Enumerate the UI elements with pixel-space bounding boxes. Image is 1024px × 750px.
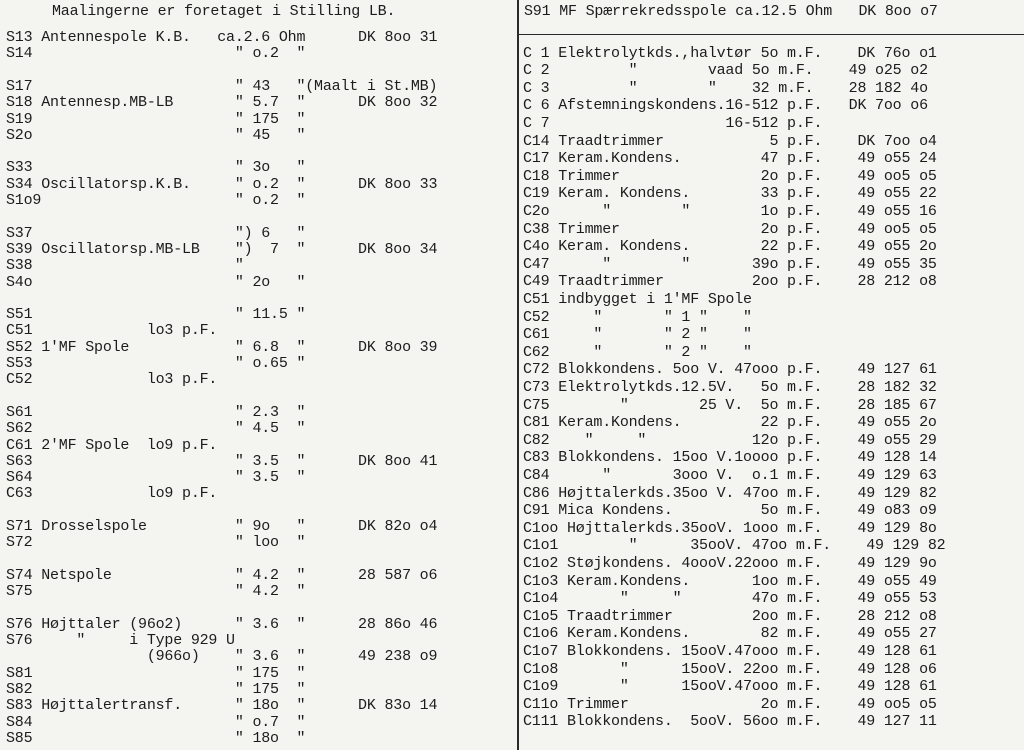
right-row: C1o4 " " 47o m.F. 49 o55 53: [523, 590, 937, 607]
right-row: C 3 " " 32 m.F. 28 182 4o: [523, 80, 928, 97]
right-row: C1o5 Traadtrimmer 2oo m.F. 28 212 o8: [523, 608, 937, 625]
left-row: S76 " i Type 929 U: [6, 632, 235, 649]
right-row: C49 Traadtrimmer 2oo p.F. 28 212 o8: [523, 273, 937, 290]
left-header: Maalingerne er foretaget i Stilling LB.: [52, 3, 396, 20]
left-row: S76 Højttaler (96o2) " 3.6 " 28 86o 46: [6, 616, 438, 633]
left-row: S75 " 4.2 ": [6, 583, 306, 600]
right-row: C81 Keram.Kondens. 22 p.F. 49 o55 2o: [523, 414, 937, 431]
right-row: C1o2 Støjkondens. 4oooV.22ooo m.F. 49 129 9o: [523, 555, 937, 572]
right-row: C111 Blokkondens. 5ooV. 56oo m.F. 49 127 11: [523, 713, 937, 730]
right-row: C38 Trimmer 2o p.F. 49 oo5 o5: [523, 221, 937, 238]
left-row: S19 " 175 ": [6, 111, 306, 128]
right-row: C18 Trimmer 2o p.F. 49 oo5 o5: [523, 168, 937, 185]
right-row: C19 Keram. Kondens. 33 p.F. 49 o55 22: [523, 185, 937, 202]
right-row: C4o Keram. Kondens. 22 p.F. 49 o55 2o: [523, 238, 937, 255]
right-row: C72 Blokkondens. 5oo V. 47ooo p.F. 49 127 61: [523, 361, 937, 378]
left-row: C61 2'MF Spole lo9 p.F.: [6, 437, 218, 454]
right-row: C 2 " vaad 5o m.F. 49 o25 o2: [523, 62, 928, 79]
left-row: S33 " 3o ": [6, 159, 306, 176]
right-row: C17 Keram.Kondens. 47 p.F. 49 o55 24: [523, 150, 937, 167]
left-row: S63 " 3.5 " DK 8oo 41: [6, 453, 438, 470]
left-row: S17 " 43 "(Maalt i St.MB): [6, 78, 438, 95]
left-row: C52 lo3 p.F.: [6, 371, 218, 388]
left-row: C51 lo3 p.F.: [6, 322, 218, 339]
left-row: S18 Antennesp.MB-LB " 5.7 " DK 8oo 32: [6, 94, 438, 111]
left-row: S62 " 4.5 ": [6, 420, 306, 437]
right-row: C73 Elektrolytkds.12.5V. 5o m.F. 28 182 32: [523, 379, 937, 396]
right-row: C 7 16-512 p.F.: [523, 115, 823, 132]
right-row: C1oo Højttalerkds.35ooV. 1ooo m.F. 49 129 8o: [523, 520, 937, 537]
right-row: C62 " " 2 " ": [523, 344, 752, 361]
left-row: S82 " 175 ": [6, 681, 306, 698]
right-row: C1o3 Keram.Kondens. 1oo m.F. 49 o55 49: [523, 573, 937, 590]
right-row: C 6 Afstemningskondens.16-512 p.F. DK 7oo o6: [523, 97, 928, 114]
left-row: S52 1'MF Spole " 6.8 " DK 8oo 39: [6, 339, 438, 356]
right-row: C86 Højttalerkds.35oo V. 47oo m.F. 49 129 82: [523, 485, 937, 502]
left-row: (966o) " 3.6 " 49 238 o9: [6, 648, 438, 665]
left-row: S39 Oscillatorsp.MB-LB ") 7 " DK 8oo 34: [6, 241, 438, 258]
left-row: S37 ") 6 ": [6, 225, 306, 242]
left-row: S51 " 11.5 ": [6, 306, 306, 323]
left-row: S2o " 45 ": [6, 127, 306, 144]
left-row: S1o9 " o.2 ": [6, 192, 306, 209]
right-row: C51 indbygget i 1'MF Spole: [523, 291, 752, 308]
left-row: S83 Højttalertransf. " 18o " DK 83o 14: [6, 697, 438, 714]
right-row: C61 " " 2 " ": [523, 326, 752, 343]
right-row: C47 " " 39o p.F. 49 o55 35: [523, 256, 937, 273]
left-row: S38 ": [6, 257, 244, 274]
left-row: S72 " loo ": [6, 534, 306, 551]
left-row: S61 " 2.3 ": [6, 404, 306, 421]
right-row: C1o8 " 15ooV. 22oo m.F. 49 128 o6: [523, 661, 937, 678]
right-row: C91 Mica Kondens. 5o m.F. 49 o83 o9: [523, 502, 937, 519]
left-row: S71 Drosselspole " 9o " DK 82o o4: [6, 518, 438, 535]
right-row: C1o6 Keram.Kondens. 82 m.F. 49 o55 27: [523, 625, 937, 642]
column-divider: [517, 0, 519, 750]
right-row: C84 " 3ooo V. o.1 m.F. 49 129 63: [523, 467, 937, 484]
left-row: S81 " 175 ": [6, 665, 306, 682]
right-row: C1o9 " 15ooV.47ooo m.F. 49 128 61: [523, 678, 937, 695]
right-row: C82 " " 12o p.F. 49 o55 29: [523, 432, 937, 449]
left-row: S34 Oscillatorsp.K.B. " o.2 " DK 8oo 33: [6, 176, 438, 193]
right-row: C2o " " 1o p.F. 49 o55 16: [523, 203, 937, 220]
left-row: S53 " o.65 ": [6, 355, 306, 372]
left-row: S64 " 3.5 ": [6, 469, 306, 486]
left-row: S4o " 2o ": [6, 274, 306, 291]
right-header: S91 MF Spærrekredsspole ca.12.5 Ohm DK 8oo o7: [524, 3, 938, 20]
right-row: C11o Trimmer 2o m.F. 49 oo5 o5: [523, 696, 937, 713]
right-row: C75 " 25 V. 5o m.F. 28 185 67: [523, 397, 937, 414]
left-row: S84 " o.7 ": [6, 714, 306, 731]
right-row: C1o7 Blokkondens. 15ooV.47ooo m.F. 49 128 61: [523, 643, 937, 660]
right-row: C83 Blokkondens. 15oo V.1oooo p.F. 49 128 14: [523, 449, 937, 466]
left-row: S85 " 18o ": [6, 730, 306, 747]
left-row: S74 Netspole " 4.2 " 28 587 o6: [6, 567, 438, 584]
right-header-underline: [519, 34, 1024, 35]
right-row: C52 " " 1 " ": [523, 309, 752, 326]
right-row: C14 Traadtrimmer 5 p.F. DK 7oo o4: [523, 133, 937, 150]
right-row: C 1 Elektrolytkds.,halvtør 5o m.F. DK 76o o1: [523, 45, 937, 62]
right-row: C1o1 " 35ooV. 47oo m.F. 49 129 82: [523, 537, 946, 554]
left-row: S14 " o.2 ": [6, 45, 306, 62]
left-row: C63 lo9 p.F.: [6, 485, 218, 502]
left-row: S13 Antennespole K.B. ca.2.6 Ohm DK 8oo 31: [6, 29, 438, 46]
